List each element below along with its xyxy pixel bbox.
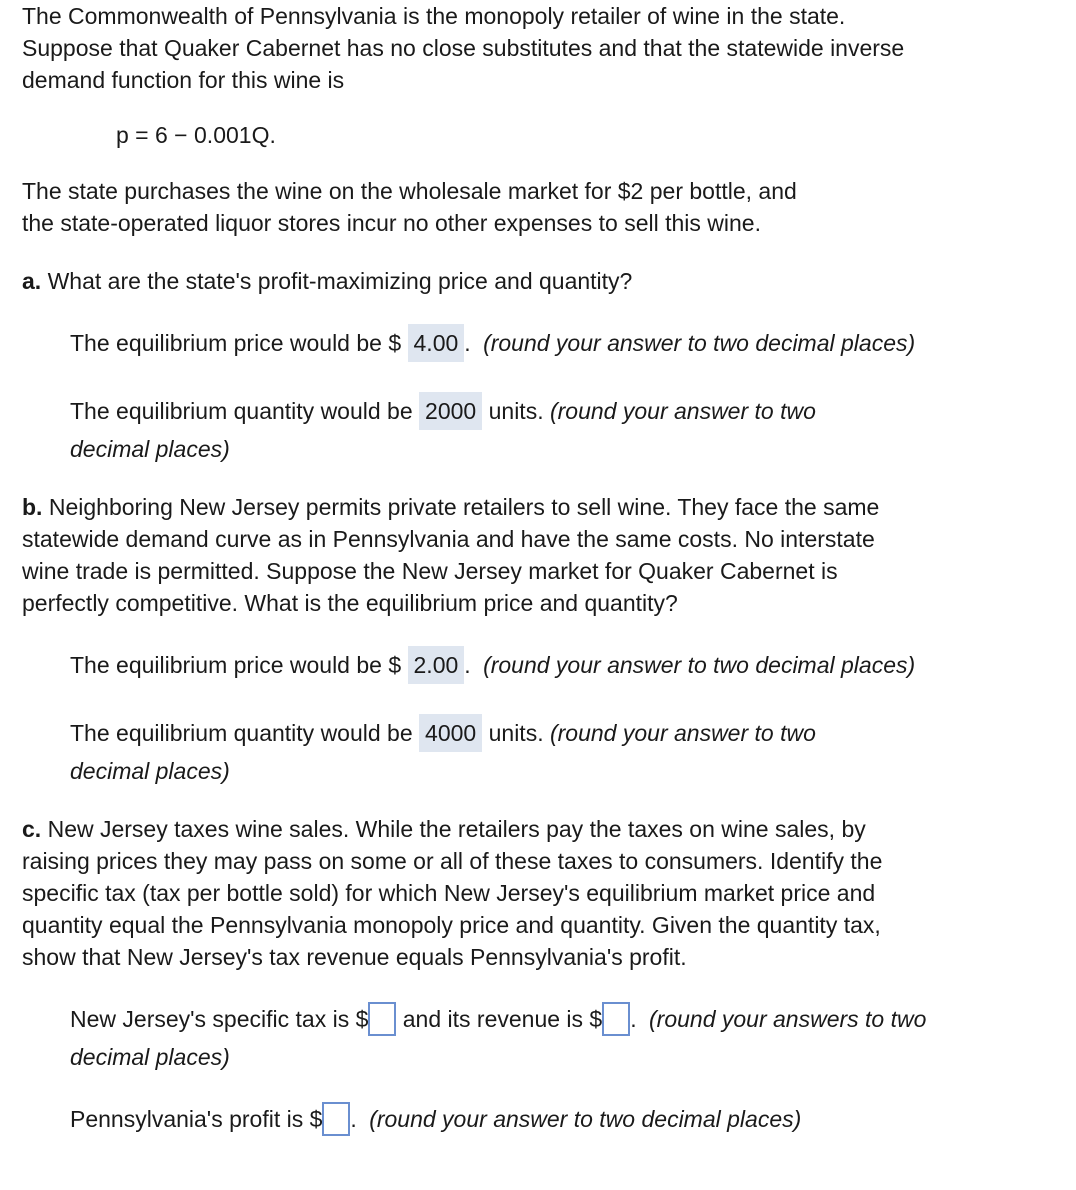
part-b-line-2: statewide demand curve as in Pennsylvania and have the same costs. No interstate: [22, 526, 875, 552]
part-b-price-prefix: The equilibrium price would be $: [70, 652, 402, 678]
part-a-price-answer[interactable]: 4.00: [408, 324, 465, 362]
part-a-qty-hint-1: (round your answer to two: [549, 398, 816, 424]
tax-revenue-input[interactable]: [602, 1002, 630, 1036]
intro-line-2: Suppose that Quaker Cabernet has no close substitutes and that the statewide inverse: [22, 35, 905, 61]
part-c-line-3: specific tax (tax per bottle sold) for which New Jersey's equilibrium market price and: [22, 880, 876, 906]
part-a-qty-hint-2: decimal places): [70, 436, 230, 462]
part-a-qty-answer[interactable]: 2000: [419, 392, 482, 430]
part-a-price-hint: (round your answer to two decimal places): [483, 330, 916, 356]
part-b-qty-answer[interactable]: 4000: [419, 714, 482, 752]
specific-tax-input[interactable]: [368, 1002, 396, 1036]
purchase-line-1: The state purchases the wine on the wholesale market for $2 per bottle, and: [22, 178, 797, 204]
part-b-line-1: Neighboring New Jersey permits private retailers to sell wine. They face the same: [48, 494, 880, 520]
part-c-tax-hint-1: (round your answers to two: [649, 1006, 927, 1032]
part-c-line-4: quantity equal the Pennsylvania monopoly price and quantity. Given the quantity tax,: [22, 912, 881, 938]
part-c-tax-line: [70, 1000, 1070, 1076]
part-a-quantity-line: [70, 392, 1070, 468]
part-a-price-line: [70, 324, 1070, 362]
part-c-profit-hint: (round your answer to two decimal places): [369, 1106, 802, 1132]
part-c-line-5: show that New Jersey's tax revenue equals Pennsylvania's profit.: [22, 944, 687, 970]
intro-line-1: The Commonwealth of Pennsylvania is the monopoly retailer of wine in the state.: [22, 3, 846, 29]
part-b-price-suffix: .: [464, 652, 471, 678]
pennsylvania-profit-input[interactable]: [322, 1102, 350, 1136]
part-a-text: What are the state's profit-maximizing price and quantity?: [47, 268, 633, 294]
intro-line-3: demand function for this wine is: [22, 67, 345, 93]
part-b-qty-hint-1: (round your answer to two: [549, 720, 816, 746]
part-c-profit-prefix: Pennsylvania's profit is $: [70, 1106, 323, 1132]
purchase-line-2: the state-operated liquor stores incur no other expenses to sell this wine.: [22, 210, 761, 236]
part-a-price-prefix: The equilibrium price would be $: [70, 330, 402, 356]
part-b-question: [22, 491, 1062, 619]
intro-paragraph: [22, 0, 1062, 96]
part-c-profit-suffix: .: [350, 1106, 357, 1132]
part-c-tax-prefix: New Jersey's specific tax is $: [70, 1006, 369, 1032]
part-a-price-suffix: .: [464, 330, 471, 356]
part-a-label: a.: [22, 268, 42, 294]
part-a-qty-suffix: units.: [488, 398, 544, 424]
part-b-label: b.: [22, 494, 43, 520]
part-b-quantity-line: [70, 714, 1070, 790]
part-c-line-2: raising prices they may pass on some or all of these taxes to consumers. Identify the: [22, 848, 883, 874]
part-c-question: [22, 813, 1062, 973]
part-c-line-1: New Jersey taxes wine sales. While the retailers pay the taxes on wine sales, by: [47, 816, 866, 842]
part-b-line-3: wine trade is permitted. Suppose the New Jersey market for Quaker Cabernet is: [22, 558, 838, 584]
part-a-question: [22, 265, 1062, 297]
purchase-paragraph: [22, 175, 1062, 239]
part-b-price-hint: (round your answer to two decimal places): [483, 652, 916, 678]
part-c-profit-line: [70, 1100, 1070, 1138]
part-b-price-line: [70, 646, 1070, 684]
part-c-revenue-suffix: .: [630, 1006, 637, 1032]
part-c-tax-hint-2: decimal places): [70, 1044, 230, 1070]
part-b-price-answer[interactable]: 2.00: [408, 646, 465, 684]
part-a-qty-prefix: The equilibrium quantity would be: [70, 398, 413, 424]
part-c-revenue-prefix: and its revenue is $: [402, 1006, 603, 1032]
part-b-line-4: perfectly competitive. What is the equilibrium price and quantity?: [22, 590, 678, 616]
demand-equation: p = 6 − 0.001Q.: [116, 122, 276, 148]
part-c-label: c.: [22, 816, 42, 842]
part-b-qty-suffix: units.: [488, 720, 544, 746]
part-b-qty-prefix: The equilibrium quantity would be: [70, 720, 413, 746]
part-b-qty-hint-2: decimal places): [70, 758, 230, 784]
